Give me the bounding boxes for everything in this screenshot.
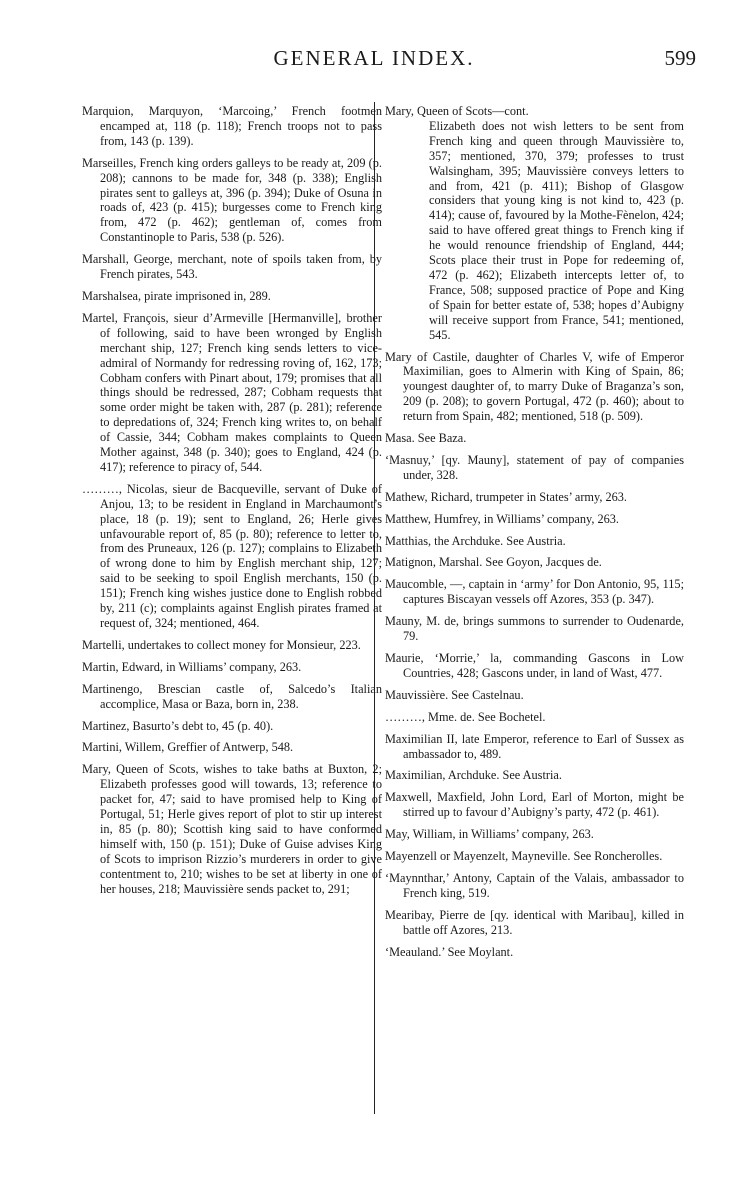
index-column-right: [385, 104, 684, 967]
index-column-left: [82, 104, 382, 904]
index-entry: Maxwell, Maxfield, John Lord, Earl of Morton, might be stirred up to favour d’Aubigny’s party, 472 (p. 461).: [385, 790, 684, 820]
index-entry: ‘Masnuy,’ [qy. Mauny], statement of pay of companies under, 328.: [385, 452, 684, 482]
index-entry: Martinengo, Brescian castle of, Salcedo’s Italian accomplice, Masa or Baza, born in, 238.: [82, 681, 382, 711]
index-entry: Marquion, Marquyon, ‘Marcoing,’ French footmen encamped at, 118 (p. 118); French troops not to pass from, 143 (p. 139).: [82, 104, 382, 148]
index-entry: Matignon, Marshal. See Goyon, Jacques de.: [385, 555, 602, 570]
index-entry: Mayenzell or Mayenzelt, Mayneville. See Roncherolles.: [385, 849, 663, 864]
index-entry: Martel, François, sieur d’Armeville [Hermanville], brother of following, said to have been wronged by English merchant ship, 127; French king sends letters to vice-admiral of Normandy for redressing roving of, 162, 173; Cobham confers with Pinart about, 179; promises that all things should be redressed, 287; Cobham requests that some order might be taken with, 287 (p. 281); reference to depredations of, 324; French king writes to, on behalf of Cassie, 344; Cobham makes complaints to Queen Mother against, 348 (p. 340); goes to England, 424 (p. 417); reference to piracy of, 544.: [82, 310, 382, 474]
index-entry: Mearibay, Pierre de [qy. identical with Maribau], killed in battle off Azores, 213.: [385, 907, 684, 937]
index-entry: ‘Maynnthar,’ Antony, Captain of the Valais, ambassador to French king, 519.: [385, 870, 684, 900]
index-entry: ………, Mme. de. See Bochetel.: [385, 709, 546, 724]
index-entry: Mauny, M. de, brings summons to surrender to Oudenarde, 79.: [385, 614, 684, 644]
page-number: 599: [664, 46, 696, 70]
index-entry-continuation: Elizabeth does not wish letters to be sent from French king and queen through Mauvissière to, 357; mentioned, 370, 379; professes to trust Walsingham, 395; Mauvissière conveys letters to and from, 421 (p. 411); Bishop of Glasgow considers that young king is not kind to, 423 (p. 414); cause of, favoured by la Mothe-Fènelon, 424; said to have offered great things to French king if he would renounce friendship of England, 444; Scots place their trust in Pope for redeeming of, 472 (p. 462); Elizabeth intercepts letter of, to France, 508; supposed practice of Pope and King of Spain for better estate of, 538; hopes d’Aubigny will receive support from France, 541; mentioned, 545.: [429, 118, 684, 342]
index-entry: ‘Meauland.’ See Moylant.: [385, 944, 514, 959]
index-entry: Marseilles, French king orders galleys to be ready at, 209 (p. 208); cannons to be made for, 348 (p. 338); English pirates sent to galleys at, 396 (p. 394); Duke of Osuna in roads of, 423 (p. 415); burgesses come to French king from, 472 (p. 462); gentleman of, comes from Constantinople to Paris, 538 (p. 526).: [82, 155, 382, 245]
index-entry: Mathew, Richard, trumpeter in States’ army, 263.: [385, 489, 627, 504]
index-entry: May, William, in Williams’ company, 263.: [385, 827, 594, 842]
running-title: GENERAL INDEX.: [273, 46, 475, 70]
index-entry: Mary of Castile, daughter of Charles V, wife of Emperor Maximilian, goes to Almerin with King of Spain, 86; youngest daughter of, to marry Duke of Braganza’s son, 209 (p. 208); to govern Portugal, 472 (p. 460); about to return from Spain, 482; mentioned, 518 (p. 509).: [385, 349, 684, 424]
index-entry: Matthew, Humfrey, in Williams’ company, 263.: [385, 511, 620, 526]
index-entry: Martinez, Basurto’s debt to, 45 (p. 40).: [82, 718, 274, 733]
index-entry: ………, Nicolas, sieur de Bacqueville, servant of Duke of Anjou, 13; to be resident in England in Marchaumont’s place, 18 (p. 19); sent to England, 26; Herle gives unfavourable report of, 85 (p. 80); reference to letter to, from des Pruneaux, 126 (p. 127); complains to Elizabeth of wrong done to him by English merchant ship, 127; said to be seeking to spoil English merchants, 150 (p. 151); French king wishes justice done to English robbed by, 211 (c); complaints against English pirates framed at request of, 324; mentioned, 464.: [82, 481, 382, 630]
index-entry-continued-heading: Mary, Queen of Scots—cont.: [385, 104, 529, 118]
index-entry: Martini, Willem, Greffier of Antwerp, 548.: [82, 740, 294, 755]
index-entry: Maurie, ‘Morrie,’ la, commanding Gascons in Low Countries, 428; Gascons under, in land of Wast, 477.: [385, 651, 684, 680]
index-entry: Maximilian II, late Emperor, reference to Earl of Sussex as ambassador to, 489.: [385, 731, 684, 761]
index-entry: Maximilian, Archduke. See Austria.: [385, 768, 562, 783]
index-entry: Masa. See Baza.: [385, 431, 467, 446]
index-entry: Maucomble, —, captain in ‘army’ for Don Antonio, 95, 115; captures Biscayan vessels off Azores, 353 (p. 347).: [385, 577, 684, 607]
index-entry: Martin, Edward, in Williams’ company, 263.: [82, 659, 302, 674]
index-entry: Mauvissière. See Castelnau.: [385, 687, 524, 702]
index-entry: Marshalsea, pirate imprisoned in, 289.: [82, 288, 271, 303]
index-entry: Mary, Queen of Scots, wishes to take baths at Buxton, 2; Elizabeth professes good will towards, 13; reference to packet for, 47; said to have promised help to King of Portugal, 51; Herle gives report of plot to stir up interest in, 85 (p. 80); Scottish king said to have conformed himself with, 150 (p. 151); Duke of Guise advises King of Scots to imprison Rizzio’s murderers in order to give contentment to, 210; wishes to be set at liberty in one of her houses, 218; Mauvissière sends packet to, 291;: [82, 762, 382, 896]
index-entry: Matthias, the Archduke. See Austria.: [385, 533, 566, 548]
page-header: [0, 46, 748, 76]
index-entry: Marshall, George, merchant, note of spoils taken from, by French pirates, 543.: [82, 252, 382, 282]
index-entry: Martelli, undertakes to collect money for Monsieur, 223.: [82, 637, 361, 652]
